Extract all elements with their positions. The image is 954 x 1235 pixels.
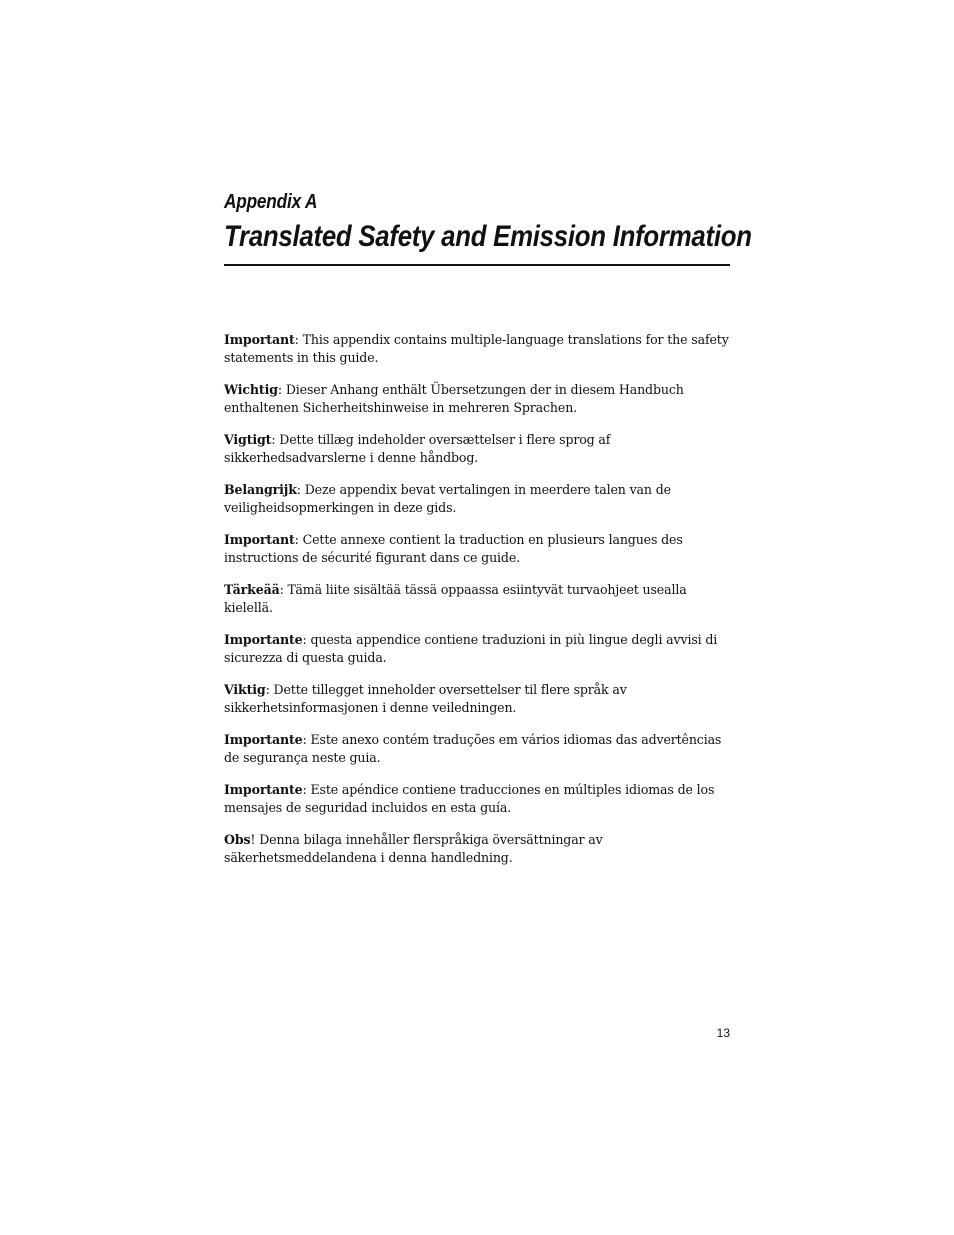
notice-english [224,331,734,366]
notice-separator: : [296,482,305,497]
page-number: 13 [716,1026,730,1040]
notice-separator: : [294,532,303,547]
page-title: Translated Safety and Emission Information [224,220,752,253]
notice-label: Importante [224,732,303,747]
notice-spanish [224,781,734,816]
notice-label: Important [224,332,295,347]
notice-text: This appendix contains multiple-language translations for the safety statements in this guide. [224,332,729,365]
notice-separator: : [277,382,286,397]
notice-dutch [224,481,734,516]
notice-text: questa appendice contiene traduzioni in più lingue degli avvisi di sicurezza di questa guida. [224,632,718,665]
notice-label: Wichtig [224,382,278,397]
notice-separator: : [302,632,311,647]
notice-text: Dette tillegget inneholder oversettelser til flere språk av sikkerhetsinformasjonen i denne veiledningen. [224,682,627,715]
notice-label: Importante [224,632,303,647]
notice-finnish [224,581,734,616]
appendix-label: Appendix A [224,191,318,213]
notice-italian [224,631,734,666]
notice-french [224,531,734,566]
notice-danish [224,431,734,466]
notice-separator: : [265,682,274,697]
title-divider [224,264,730,266]
notice-separator: : [279,582,288,597]
notice-label: Viktig [224,682,266,697]
translated-notices [224,331,734,881]
notice-text: Dieser Anhang enthält Übersetzungen der in diesem Handbuch enthaltenen Sicherheitshinweise in mehreren Sprachen. [224,382,684,415]
notice-text: Deze appendix bevat vertalingen in meerdere talen van de veiligheidsopmerkingen in deze gids. [224,482,671,515]
notice-separator: : [271,432,280,447]
notice-text: Denna bilaga innehåller flerspråkiga översättningar av säkerhetsmeddelandena i denna handledning. [224,832,603,865]
notice-norwegian [224,681,734,716]
notice-text: Este apéndice contiene traducciones en múltiples idiomas de los mensajes de seguridad incluidos en esta guía. [224,782,715,815]
notice-label: Obs [224,832,251,847]
notice-label: Tärkeää [224,582,280,597]
notice-label: Importante [224,782,303,797]
notice-label: Important [224,532,295,547]
notice-swedish [224,831,734,866]
notice-text: Este anexo contém traduções em vários idiomas das advertências de segurança neste guia. [224,732,722,765]
notice-text: Dette tillæg indeholder oversættelser i flere sprog af sikkerhedsadvarslerne i denne håndbog. [224,432,611,465]
notice-separator: : [294,332,303,347]
notice-label: Vigtigt [224,432,272,447]
notice-separator: : [302,732,311,747]
notice-text: Cette annexe contient la traduction en plusieurs langues des instructions de sécurité figurant dans ce guide. [224,532,683,565]
notice-separator: ! [250,832,260,847]
notice-text: Tämä liite sisältää tässä oppaassa esiintyvät turvaohjeet usealla kielellä. [224,582,687,615]
notice-portuguese [224,731,734,766]
notice-separator: : [302,782,311,797]
notice-label: Belangrijk [224,482,297,497]
notice-german [224,381,734,416]
